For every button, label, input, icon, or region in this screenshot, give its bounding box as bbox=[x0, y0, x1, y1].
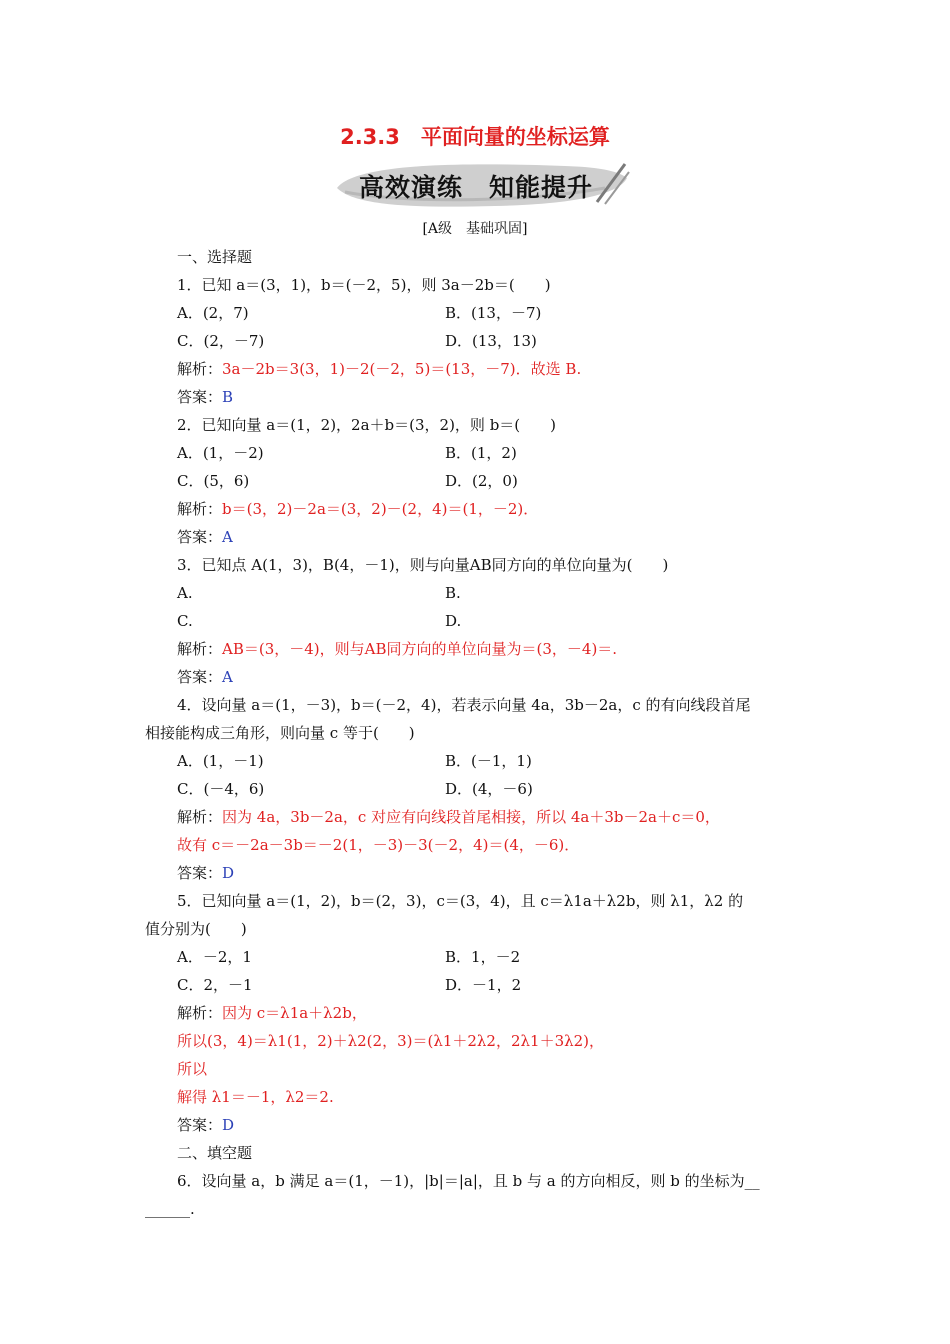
analysis-label: 解析： bbox=[177, 500, 223, 518]
answer bbox=[145, 663, 807, 691]
option-d: D．(2，0) bbox=[445, 472, 518, 490]
option-d: D．－1，2 bbox=[445, 976, 522, 994]
analysis bbox=[145, 355, 807, 383]
banner-text: 高效演练 知能提升 bbox=[359, 173, 594, 202]
option-a: A．(2，7) bbox=[177, 304, 249, 322]
analysis-label: 解析： bbox=[177, 808, 223, 826]
analysis-text: 因为 c＝λ1a＋λ2b， bbox=[222, 1004, 367, 1022]
question-stem: 1．已知 a＝(3，1)，b＝(－2，5)，则 3a－2b＝( ) bbox=[177, 276, 551, 294]
options-row bbox=[145, 327, 807, 355]
option-a: A．(1，－1) bbox=[177, 752, 264, 770]
banner bbox=[335, 158, 630, 210]
analysis-text-continued: 所以(3，4)＝λ1(1，2)＋λ2(2，3)＝(λ1＋2λ2，2λ1＋3λ2)， bbox=[177, 1032, 605, 1050]
section-heading: 二、填空题 bbox=[177, 1144, 253, 1162]
options-row bbox=[145, 775, 807, 803]
analysis-text-continued: 所以 bbox=[177, 1060, 208, 1078]
answer-label: 答案： bbox=[177, 1116, 223, 1134]
options-row bbox=[145, 607, 807, 635]
answer bbox=[145, 1111, 807, 1139]
option-b: B. bbox=[445, 584, 461, 602]
answer-value: B bbox=[222, 388, 234, 406]
analysis bbox=[145, 495, 807, 523]
option-d: D．(13，13) bbox=[445, 332, 537, 350]
option-a: A．(1，－2) bbox=[177, 444, 264, 462]
answer-value: D bbox=[222, 864, 235, 882]
options-row bbox=[145, 467, 807, 495]
option-c: C．(2，－7) bbox=[177, 332, 265, 350]
options-row bbox=[145, 971, 807, 999]
answer-label: 答案： bbox=[177, 668, 223, 686]
analysis bbox=[145, 803, 807, 831]
option-c: C．2，－1 bbox=[177, 976, 253, 994]
options-row bbox=[145, 439, 807, 467]
options-row bbox=[145, 299, 807, 327]
answer bbox=[145, 859, 807, 887]
page-title: 2.3.3 平面向量的坐标运算 bbox=[340, 125, 610, 149]
option-a: A. bbox=[177, 584, 193, 602]
answer bbox=[145, 523, 807, 551]
question-stem: 2．已知向量 a＝(1，2)，2a＋b＝(3，2)，则 b＝( ) bbox=[177, 416, 557, 434]
analysis-label: 解析： bbox=[177, 360, 223, 378]
option-b: B．(1，2) bbox=[445, 444, 517, 462]
answer-label: 答案： bbox=[177, 528, 223, 546]
analysis-label: 解析： bbox=[177, 640, 223, 658]
question-stem: 5．已知向量 a＝(1，2)，b＝(2，3)，c＝(3，4)，且 c＝λ1a＋λ2b，则 λ1，λ2 的 bbox=[177, 892, 744, 910]
option-c: C．(5，6) bbox=[177, 472, 250, 490]
analysis-text: AB＝(3，－4)，则与AB同方向的单位向量为＝(3，－4)＝. bbox=[222, 640, 618, 658]
options-row bbox=[145, 579, 807, 607]
question-stem: 3．已知点 A(1，3)，B(4，－1)，则与向量AB同方向的单位向量为( ) bbox=[177, 556, 669, 574]
answer-value: A bbox=[222, 528, 233, 546]
analysis bbox=[145, 999, 807, 1027]
answer-value: D bbox=[222, 1116, 235, 1134]
question-stem-continued: 值分别为( ) bbox=[145, 920, 247, 938]
options-row bbox=[145, 747, 807, 775]
option-c: C. bbox=[177, 612, 193, 630]
level-label: [A级 基础巩固] bbox=[422, 221, 528, 237]
analysis-text-continued: 解得 λ1＝－1，λ2＝2. bbox=[177, 1088, 334, 1106]
option-c: C．(－4，6) bbox=[177, 780, 265, 798]
option-d: D. bbox=[445, 612, 462, 630]
analysis bbox=[145, 635, 807, 663]
question-stem-continued: 相接能构成三角形，则向量 c 等于( ) bbox=[145, 724, 415, 742]
section-heading: 一、选择题 bbox=[177, 248, 253, 266]
analysis-text: 3a－2b＝3(3，1)－2(－2，5)＝(13，－7)．故选 B. bbox=[222, 360, 582, 378]
content bbox=[145, 243, 807, 1223]
option-b: B．(13，－7) bbox=[445, 304, 542, 322]
answer-value: A bbox=[222, 668, 233, 686]
option-d: D．(4，－6) bbox=[445, 780, 533, 798]
analysis-label: 解析： bbox=[177, 1004, 223, 1022]
question-stem: 6．设向量 a，b 满足 a＝(1，－1)，|b|＝|a|，且 b 与 a 的方向相反，则 b 的坐标为__ bbox=[177, 1172, 760, 1190]
question-stem-continued: ______. bbox=[145, 1200, 195, 1218]
options-row bbox=[145, 943, 807, 971]
analysis-text-continued: 故有 c＝－2a－3b＝－2(1，－3)－3(－2，4)＝(4，－6)． bbox=[177, 836, 580, 854]
analysis-text: 因为 4a，3b－2a，c 对应有向线段首尾相接，所以 4a＋3b－2a＋c＝0， bbox=[222, 808, 720, 826]
question-stem: 4．设向量 a＝(1，－3)，b＝(－2，4)，若表示向量 4a，3b－2a，c 的有向线段首尾 bbox=[177, 696, 751, 714]
option-b: B．(－1，1) bbox=[445, 752, 532, 770]
option-a: A．－2，1 bbox=[177, 948, 252, 966]
answer-label: 答案： bbox=[177, 388, 223, 406]
answer bbox=[145, 383, 807, 411]
answer-label: 答案： bbox=[177, 864, 223, 882]
analysis-text: b＝(3，2)－2a＝(3，2)－(2，4)＝(1，－2)． bbox=[222, 500, 539, 518]
option-b: B．1，－2 bbox=[445, 948, 521, 966]
